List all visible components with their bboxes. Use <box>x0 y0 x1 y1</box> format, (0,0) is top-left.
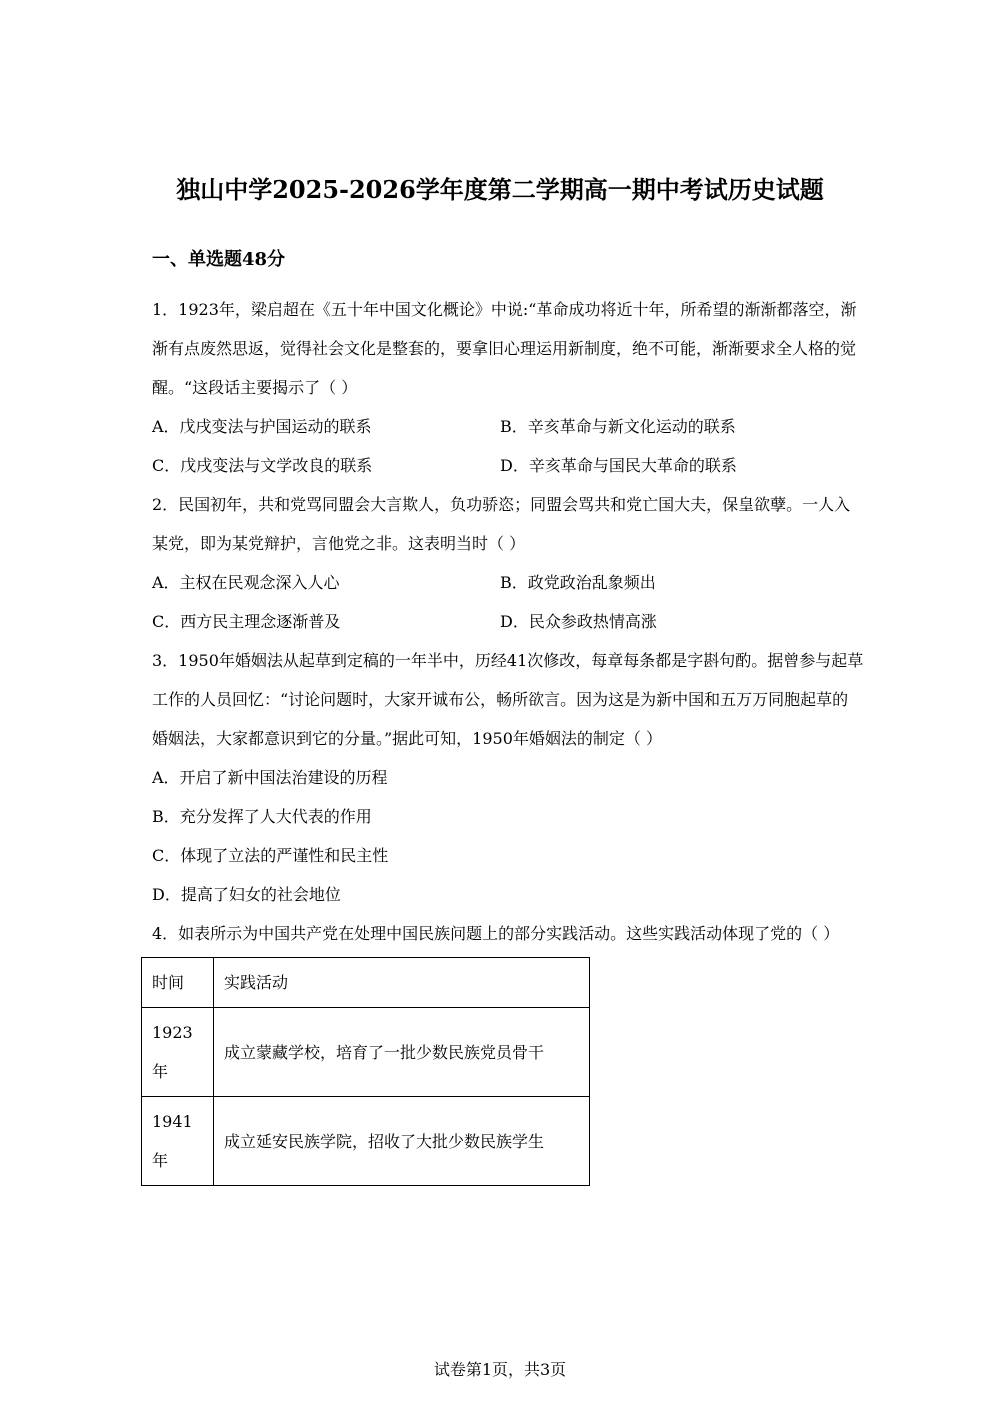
table-row <box>142 1008 590 1097</box>
table-cell-activity: 成立延安民族学院，招收了大批少数民族学生 <box>214 1097 590 1186</box>
option-c: C．体现了立法的严谨性和民主性 <box>152 846 389 865</box>
option-d: D．民众参政热情高涨 <box>500 612 657 631</box>
table-cell-time: 1923年 <box>142 1008 214 1097</box>
option-b: B．政党政治乱象频出 <box>500 573 656 592</box>
option-c: C．西方民主理念逐渐普及 <box>152 612 341 631</box>
question-4 <box>152 914 864 1186</box>
table-header-activity: 实践活动 <box>214 958 590 1008</box>
question-stem: 1．1923年，梁启超在《五十年中国文化概论》中说:“革命成功将近十年，所希望的渐渐都落空，渐渐有点废然思返，觉得社会文化是整套的，要拿旧心理运用新制度，绝不可能，渐渐要求全人格的觉醒。“这段话主要揭示了（ ） <box>152 300 857 397</box>
table-header-time: 时间 <box>142 958 214 1008</box>
page-title: 独山中学2025-2026学年度第二学期高一期中考试历史试题 <box>176 175 824 204</box>
question-stem: 2．民国初年，共和党骂同盟会大言欺人，负功骄恣；同盟会骂共和党亡国大夫，保皇欲孽。一人入某党，即为某党辩护，言他党之非。这表明当时（ ） <box>152 495 851 553</box>
page-footer: 试卷第1页，共3页 <box>433 1360 567 1379</box>
table-cell-activity: 成立蒙藏学校，培育了一批少数民族党员骨干 <box>214 1008 590 1097</box>
practice-table <box>141 957 590 1186</box>
table-header-row <box>142 958 590 1008</box>
question-3 <box>152 641 864 914</box>
question-stem: 3．1950年婚姻法从起草到定稿的一年半中，历经41次修改，每章每条都是字斟句酌。据曾参与起草工作的人员回忆：“讨论问题时，大家开诚布公，畅所欲言。因为这是为新中国和五万万同胞起草的婚姻法，大家都意识到它的分量。”据此可知，1950年婚姻法的制定（ ） <box>152 651 864 748</box>
option-c: C．戊戌变法与文学改良的联系 <box>152 456 373 475</box>
options <box>152 563 864 641</box>
question-list <box>152 290 864 1186</box>
section-heading: 一、单选题48分 <box>152 249 286 270</box>
option-a: A．开启了新中国法治建设的历程 <box>152 768 388 787</box>
question-2 <box>152 485 864 641</box>
option-a: A．戊戌变法与护国运动的联系 <box>152 417 372 436</box>
options <box>152 407 864 485</box>
option-a: A．主权在民观念深入人心 <box>152 573 340 592</box>
option-b: B．充分发挥了人大代表的作用 <box>152 807 372 826</box>
question-1 <box>152 290 864 485</box>
table-row <box>142 1097 590 1186</box>
question-stem: 4．如表所示为中国共产党在处理中国民族问题上的部分实践活动。这些实践活动体现了党的（ ） <box>152 924 840 943</box>
table-cell-time: 1941年 <box>142 1097 214 1186</box>
option-b: B．辛亥革命与新文化运动的联系 <box>500 417 736 436</box>
options <box>152 758 864 914</box>
option-d: D．辛亥革命与国民大革命的联系 <box>500 456 737 475</box>
option-d: D．提高了妇女的社会地位 <box>152 885 341 904</box>
